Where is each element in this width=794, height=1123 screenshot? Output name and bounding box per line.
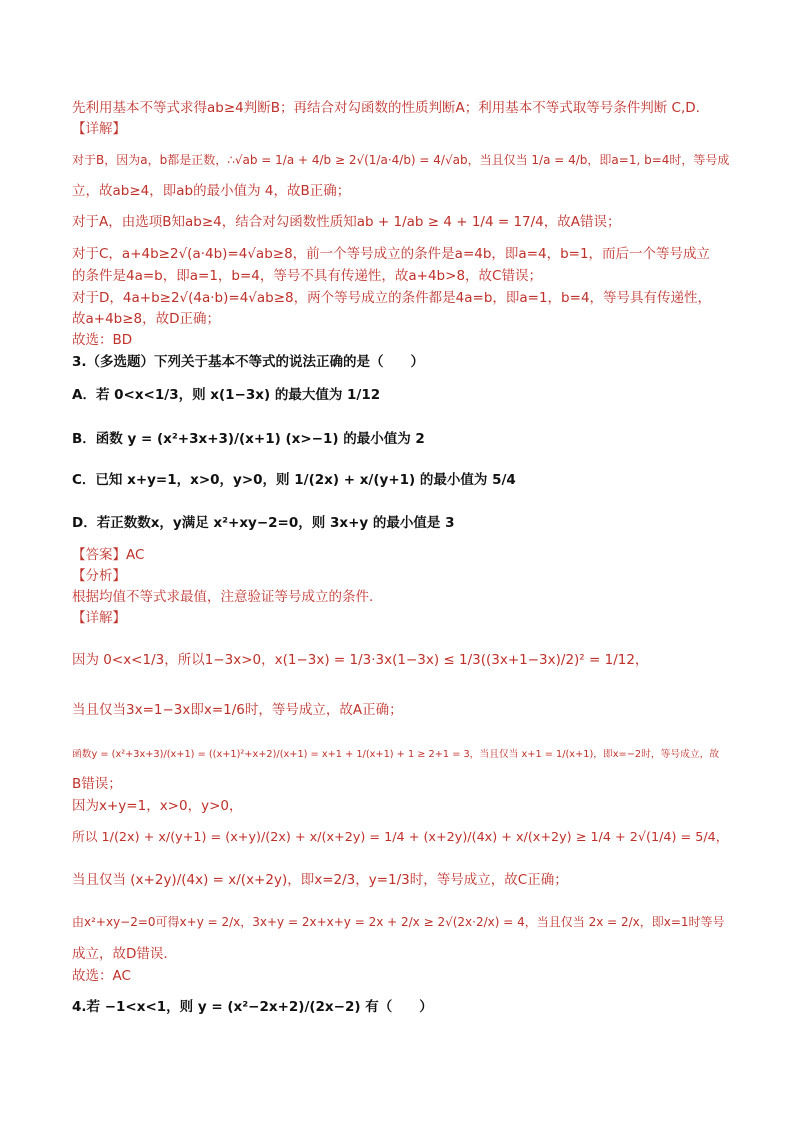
- detail-line-b2: B错误；: [72, 776, 122, 792]
- solution-line-c2: 的条件是4a=b，即a=1，b=4，等号不具有传递性，故a+4b>8，故C错误；: [72, 268, 542, 284]
- detail-heading: 【详解】: [72, 610, 126, 626]
- detail-line-c3: 当且仅当 (x+2y)/(4x) = x/(x+2y)，即x=2/3，y=1/3时，等号成立，故C正确；: [72, 872, 568, 888]
- analysis-heading: 【分析】: [72, 568, 126, 584]
- detail-line-d1: 由x²+xy−2=0可得x+y = 2/x，3x+y = 2x+x+y = 2x + 2/x ≥ 2√(2x·2/x) = 4，当且仅当 2x = 2/x，即x=1时等号: [72, 915, 725, 929]
- solution-line-b2: 立，故ab≥4，即ab的最小值为 4，故B正确；: [72, 183, 351, 199]
- detail-line-a1: 因为 0<x<1/3，所以1−3x>0，x(1−3x) = 1/3·3x(1−3x) ≤ 1/3((3x+1−3x)/2)² = 1/12，: [72, 652, 649, 668]
- question-3-option-a: A．若 0<x<1/3，则 x(1−3x) 的最大值为 1/12: [72, 387, 381, 403]
- section-heading-detail: 【详解】: [72, 121, 126, 137]
- analysis-summary: 先利用基本不等式求得ab≥4判断B；再结合对勾函数的性质判断A；利用基本不等式取等号条件判断 C,D.: [72, 100, 700, 116]
- solution-line-b1: 对于B，因为a，b都是正数，∴√ab = 1/a + 4/b ≥ 2√(1/a·4/b) = 4/√ab，当且仅当 1/a = 4/b，即a=1, b=4时，等号成: [72, 153, 730, 167]
- solution-line-d1: 对于D，4a+b≥2√(4a·b)=4√ab≥8，两个等号成立的条件都是4a=b，即a=1，b=4，等号具有传递性，: [72, 290, 712, 306]
- question-3-option-d: D．若正数数x，y满足 x²+xy−2=0，则 3x+y 的最小值是 3: [72, 515, 455, 531]
- detail-line-a2: 当且仅当3x=1−3x即x=1/6时，等号成立，故A正确；: [72, 702, 403, 718]
- solution-line-a: 对于A，由选项B知ab≥4，结合对勾函数性质知ab + 1/ab ≥ 4 + 1/4 = 17/4，故A错误；: [72, 214, 621, 230]
- analysis-text: 根据均值不等式求最值，注意验证等号成立的条件.: [72, 589, 374, 605]
- detail-line-c2: 所以 1/(2x) + x/(y+1) = (x+y)/(2x) + x/(x+2y) = 1/4 + (x+2y)/(4x) + x/(x+2y) ≥ 1/4 + 2√(1/4) = 5/4，: [72, 830, 729, 845]
- detail-line-b1: 函数y = (x²+3x+3)/(x+1) = ((x+1)²+x+2)/(x+1) = x+1 + 1/(x+1) + 1 ≥ 2+1 = 3，当且仅当 x+1 = 1/(x+1)，即x=−2时，等号成立，故: [72, 749, 720, 760]
- solution-line-d2: 故a+4b≥8，故D正确；: [72, 311, 221, 327]
- answer-choice-prev: 故选：BD: [72, 332, 133, 348]
- answer-heading: 【答案】AC: [72, 547, 145, 563]
- question-3-title: 3.（多选题）下列关于基本不等式的说法正确的是（ ）: [72, 354, 425, 370]
- detail-line-c1: 因为x+y=1，x>0，y>0，: [72, 798, 243, 814]
- question-4-title: 4.若 −1<x<1，则 y = (x²−2x+2)/(2x−2) 有（ ）: [72, 999, 433, 1015]
- detail-line-d2: 成立，故D错误.: [72, 946, 168, 962]
- question-3-option-b: B．函数 y = (x²+3x+3)/(x+1) (x>−1) 的最小值为 2: [72, 431, 425, 447]
- solution-line-c1: 对于C，a+4b≥2√(a·4b)=4√ab≥8，前一个等号成立的条件是a=4b，即a=4，b=1，而后一个等号成立: [72, 246, 711, 262]
- question-3-option-c: C．已知 x+y=1，x>0，y>0，则 1/(2x) + x/(y+1) 的最小值为 5/4: [72, 472, 516, 488]
- answer-choice-q3: 故选：AC: [72, 968, 131, 984]
